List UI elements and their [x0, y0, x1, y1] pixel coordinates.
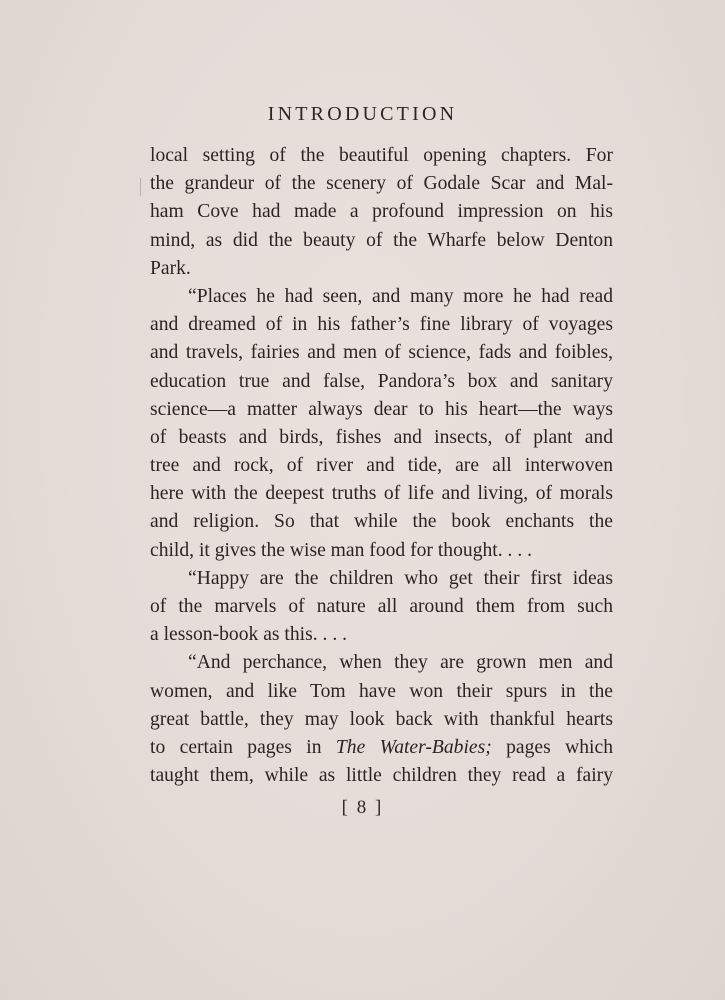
text-line: of beasts and birds, fishes and insects, of plant and [150, 426, 613, 448]
body-text [150, 142, 613, 790]
text-line: here with the deepest truths of life and living, of morals [150, 483, 613, 505]
text-segment: pages which [491, 736, 613, 758]
text-line: science—a matter always dear to his heart—the ways [150, 398, 613, 420]
text-line: and dreamed of in his father’s fine library of voyages [150, 314, 613, 336]
text-line: a lesson-book as this. . . . [150, 624, 348, 646]
text-line: education true and false, Pandora’s box and sanitary [150, 370, 613, 392]
text-line: the grandeur of the scenery of Godale Scar and Mal- [150, 173, 613, 195]
text-line: local setting of the beautiful opening chapters. For [150, 145, 613, 166]
text-line: “Places he had seen, and many more he had read [188, 285, 613, 307]
text-line: Park. [150, 257, 191, 279]
text-line: mind, as did the beauty of the Wharfe below Denton [150, 229, 613, 251]
page-number: [ 8 ] [341, 797, 384, 818]
text-line: and religion. So that while the book enchants the [150, 511, 613, 533]
text-line: women, and like Tom have won their spurs in the [150, 680, 613, 702]
text-line: and travels, fairies and men of science, fads and foibles, [150, 342, 613, 364]
text-segment: to certain pages in [150, 736, 336, 758]
text-line: of the marvels of nature all around them from such [150, 596, 613, 617]
text-line: “Happy are the children who get their first ideas [188, 567, 613, 589]
book-title-italic: The Water-Babies; [335, 736, 492, 758]
running-title: INTRODUCTION [267, 103, 458, 125]
text-line: great battle, they may look back with thankful hearts [150, 708, 613, 730]
text-line-with-italic-title [150, 734, 613, 762]
text-line: tree and rock, of river and tide, are all interwoven [150, 455, 613, 477]
text-line: “And perchance, when they are grown men and [188, 652, 613, 674]
text-line: taught them, while as little children they read a fairy [150, 765, 613, 787]
margin-mark [140, 178, 141, 196]
text-line: ham Cove had made a profound impression on his [150, 201, 613, 223]
text-line: child, it gives the wise man food for thought. . . . [150, 539, 533, 561]
